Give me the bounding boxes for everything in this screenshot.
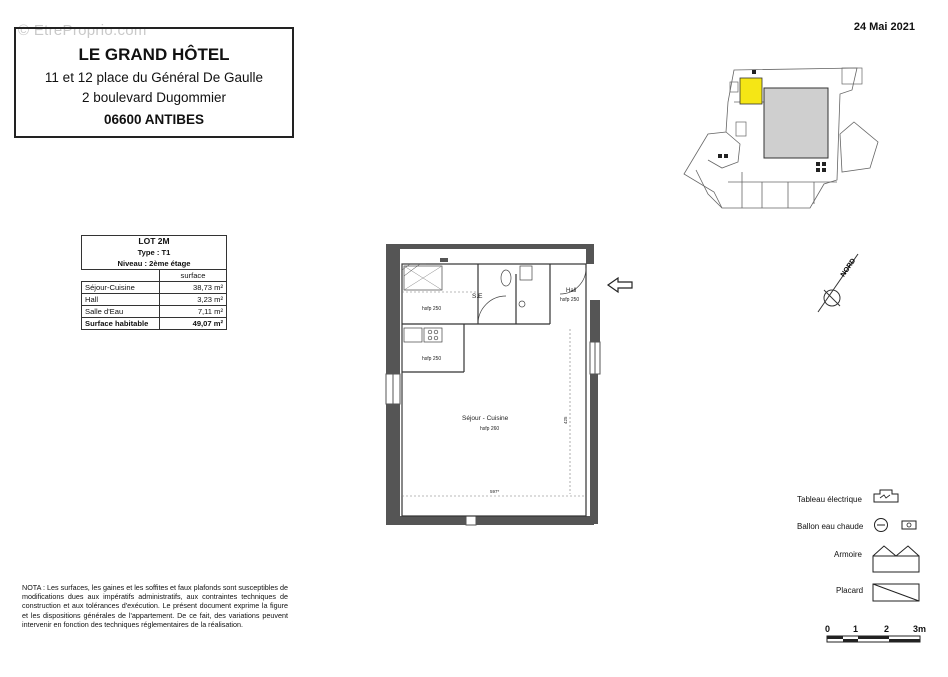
building-name: LE GRAND HÔTEL bbox=[78, 45, 230, 64]
floor-plan bbox=[380, 244, 610, 526]
address-city: 06600 ANTIBES bbox=[103, 112, 205, 127]
lot-type: Type : T1 bbox=[82, 247, 227, 258]
table-row bbox=[82, 294, 227, 306]
se-label: S.E bbox=[472, 293, 483, 300]
address-line-2: 2 boulevard Dugommier bbox=[81, 90, 227, 105]
watermark: © EtreProprio.com bbox=[18, 22, 147, 39]
table-row bbox=[82, 306, 227, 318]
lot-level: Niveau : 2ème étage bbox=[82, 258, 227, 270]
scale-bar bbox=[826, 634, 922, 644]
sejour-hsfp: hsfp 260 bbox=[480, 426, 500, 432]
hall-hsfp: hsfp 250 bbox=[560, 297, 580, 303]
wardrobe-icon bbox=[872, 544, 920, 574]
plan-date: 24 Mai 2021 bbox=[853, 21, 915, 33]
scale-0: 0 bbox=[825, 624, 831, 634]
legal-note: NOTA : Les surfaces, les gaines et les soffites et faux plafonds sont susceptibles de modifications dues aux impératifs administratifs, aux contraintes techniques de construction et aux tolérances d'exécution. Le présent document exprime la figure et les dispositions générales de l'appartement. De ce fait, des variations peuvent intervenir en fonction des techniques réglementaires de la réalisation. bbox=[22, 583, 288, 629]
address-line-1: 11 et 12 place du Général De Gaulle bbox=[44, 70, 264, 85]
dim-width: 597* bbox=[490, 489, 500, 494]
legend-tableau-label: Tableau électrique bbox=[797, 495, 862, 504]
courtyard bbox=[764, 88, 828, 158]
legend-placard-label: Placard bbox=[836, 586, 864, 595]
lot-title: LOT 2M bbox=[82, 236, 227, 248]
scale-2: 2 bbox=[884, 624, 890, 634]
address-box bbox=[14, 27, 294, 138]
table-row bbox=[82, 282, 227, 294]
row-value: 7,11 m² bbox=[160, 306, 227, 318]
row-label: Salle d'Eau bbox=[82, 306, 160, 318]
row-label: Séjour-Cuisine bbox=[82, 282, 160, 294]
north-label: NORD bbox=[839, 257, 858, 279]
table-row-total bbox=[82, 318, 227, 330]
row-value: 38,73 m² bbox=[160, 282, 227, 294]
surface-header: surface bbox=[160, 270, 227, 282]
row-label: Hall bbox=[82, 294, 160, 306]
hall-label: Hall bbox=[566, 288, 577, 294]
scale-3m: 3m bbox=[913, 624, 927, 634]
kitchen-hsfp: hsfp 250 bbox=[422, 356, 442, 362]
water-heater-icon bbox=[872, 516, 920, 534]
entrance-arrow-icon bbox=[606, 276, 636, 294]
closet-icon bbox=[872, 583, 920, 603]
north-arrow bbox=[810, 250, 870, 320]
lot-surface-table bbox=[81, 235, 227, 330]
total-value: 49,07 m² bbox=[160, 318, 227, 330]
sejour-label: Séjour - Cuisine bbox=[462, 415, 509, 422]
legend-ballon-label: Ballon eau chaude bbox=[797, 522, 864, 531]
dim-side: 425 bbox=[563, 416, 568, 424]
se-hsfp: hsfp 250 bbox=[422, 306, 442, 312]
scale-1: 1 bbox=[853, 624, 859, 634]
row-value: 3,23 m² bbox=[160, 294, 227, 306]
total-label: Surface habitable bbox=[82, 318, 160, 330]
electric-panel-icon bbox=[872, 488, 900, 504]
legend-armoire-label: Armoire bbox=[834, 550, 863, 559]
lot-highlight bbox=[740, 78, 762, 104]
key-plan bbox=[682, 62, 912, 214]
